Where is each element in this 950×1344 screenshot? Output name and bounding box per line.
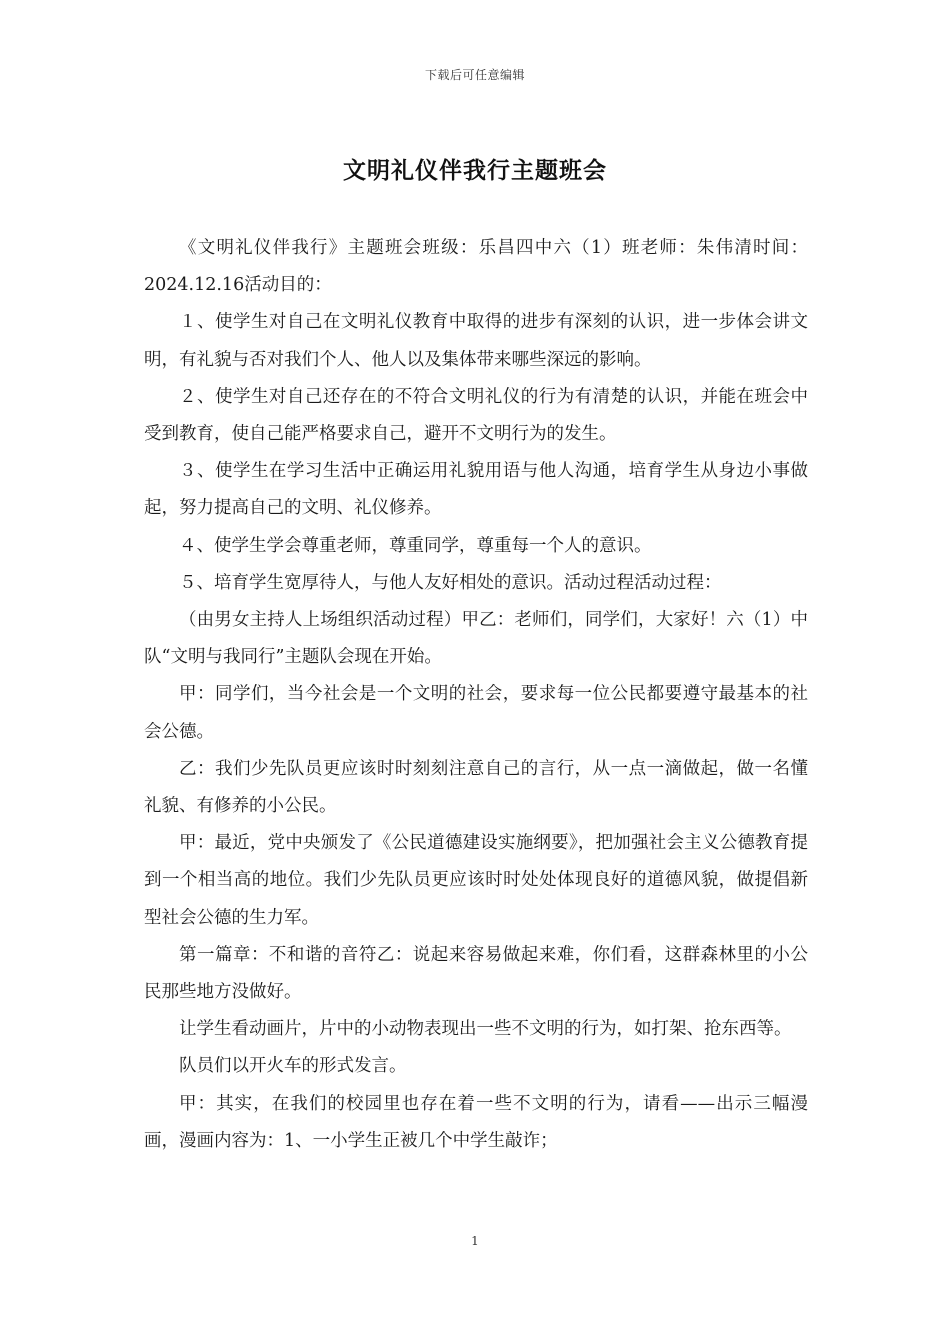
paragraph: 甲：最近，党中央颁发了《公民道德建设实施纲要》，把加强社会主义公德教育提到一个相当高的地位。我们少先队员更应该时时处处体现良好的道德风貌，做提倡新型社会公德的生力军。 <box>144 833 808 928</box>
paragraph: ３、使学生在学习生活中正确运用礼貌用语与他人沟通，培育学生从身边小事做起，努力提高自己的文明、礼仪修养。 <box>144 461 808 519</box>
paragraph: １、使学生对自己在文明礼仪教育中取得的进步有深刻的认识，进一步体会讲文明，有礼貌与否对我们个人、他人以及集体带来哪些深远的影响。 <box>144 312 808 370</box>
paragraph: ４、使学生学会尊重老师，尊重同学，尊重每一个人的意识。 <box>179 535 652 556</box>
paragraph: 甲：其实，在我们的校园里也存在着一些不文明的行为，请看——出示三幅漫画，漫画内容为：1、一小学生正被几个中学生敲诈； <box>144 1093 808 1151</box>
document-title: 文明礼仪伴我行主题班会 <box>343 157 607 184</box>
header-note: 下载后可任意编辑 <box>424 68 525 82</box>
paragraph: （由男女主持人上场组织活动过程）甲乙：老师们，同学们，大家好！六（1）中队“文明与我同行”主题队会现在开始。 <box>144 610 808 668</box>
paragraph: ２、使学生对自己还存在的不符合文明礼仪的行为有清楚的认识，并能在班会中受到教育，使自己能严格要求自己，避开不文明行为的发生。 <box>144 386 808 445</box>
paragraph: 第一篇章：不和谐的音符乙：说起来容易做起来难，你们看，这群森林里的小公民那些地方没做好。 <box>144 944 808 1003</box>
paragraph: 队员们以开火车的形式发言。 <box>179 1056 407 1077</box>
paragraph: 甲：同学们，当今社会是一个文明的社会，要求每一位公民都要遵守最基本的社会公德。 <box>144 684 808 742</box>
paragraph: 让学生看动画片，片中的小动物表现出一些不文明的行为，如打架、抢东西等。 <box>179 1019 792 1040</box>
paragraph: 《文明礼仪伴我行》主题班会班级：乐昌四中六（1）班老师：朱伟清时间：2024.12.16活动目的： <box>144 238 808 296</box>
page-number: 1 <box>471 1234 479 1248</box>
paragraph: ５、培育学生宽厚待人，与他人友好相处的意识。活动过程活动过程： <box>179 572 722 593</box>
paragraph: 乙：我们少先队员更应该时时刻刻注意自己的言行，从一点一滴做起，做一名懂礼貌、有修养的小公民。 <box>144 758 808 817</box>
document-body <box>144 230 808 1160</box>
